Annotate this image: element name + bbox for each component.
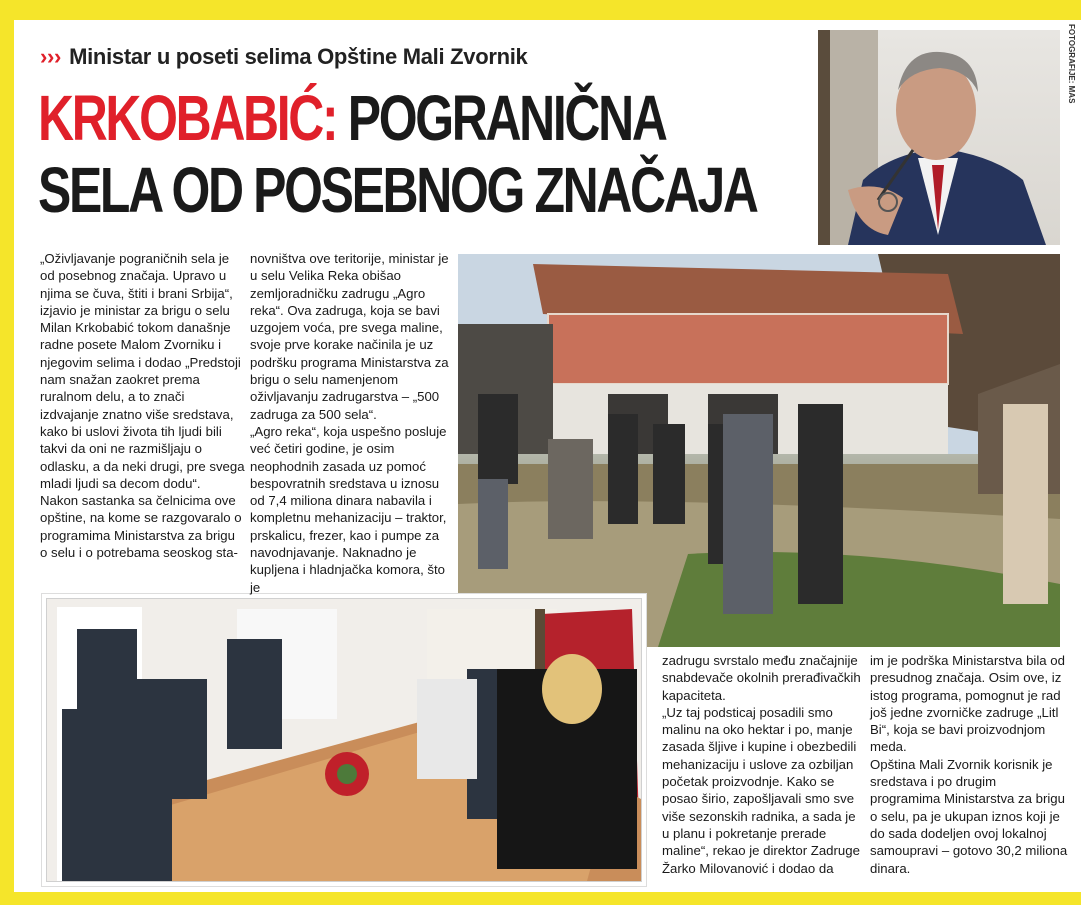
paragraph: im je podrška Ministarstva bila od presudnog značaja. Osim ove, iz istog programa, pomognut je rad još jedne zvorničke zadruge „Litl Bi“, koja se bavi proizvodnjom meda.: [870, 653, 1065, 755]
portrait-illustration: [818, 30, 1060, 245]
farm-visit-photo: [458, 254, 1060, 647]
headline-word: POGRANIČNA: [347, 82, 666, 154]
farm-illustration: [458, 254, 1060, 647]
headline-name: KRKOBABIĆ:: [38, 82, 337, 154]
paragraph: Opština Mali Zvornik korisnik je sredstava i po drugim programima Ministarstva za brigu o selu, pa je ukupan iznos koji je do sada dodeljen ovoj lokalnoj samoupravi – gotovo 30,2 miliona dinara.: [870, 756, 1068, 876]
paragraph: „Agro reka“, koja uspešno posluje već četiri godine, je osim neophodnih zasada uz pomoć bespovratnih sredstava u iznosu od 7,4 miliona dinara nabavila i kompletnu mehanizaciju – traktor, prskalicu, frezer, kao i pumpe za navodnjavanje. Naknadno je kupljena i hladnjačka komora, što je: [250, 423, 447, 595]
photo-credit: FOTOGRAFIJE: MAS: [1067, 24, 1076, 104]
meeting-illustration: [47, 599, 641, 881]
headline-line-2: SELA OD POSEBNOG ZNAČAJA: [38, 154, 757, 226]
kicker-text: Ministar u poseti selima Opštine Mali Zvornik: [69, 44, 528, 69]
left-yellow-stripe: [0, 0, 14, 905]
bottom-yellow-stripe: [0, 892, 1081, 905]
paragraph: „Oživljavanje pograničnih sela je od posebnog značaja. Upravo u njima se čuva, štiti i brani Srbija“, izjavio je ministar za brigu o selu Milan Krkobabić tokom današnje radne posete Malom Zvorniku i njegovim selima i dodao „Predstoji nam snažan zaokret prema ruralnom delu, a to znači izdvajanje znatno više sredstava, kako bi uslovi života tih ljudi bili takvi da oni ne razmišljaju o odlasku, a da neki drugi, pre svega mladi ljudi sa decom dodu“.: [40, 251, 245, 491]
paragraph: novništva ove teritorije, ministar je u selu Velika Reka obišao zemljoradničku zadrugu „Agro reka“. Ova zadruga, koja se bavi uzgojem voća, pre svega maline, svoje prve korake načinila je uz podršku programa Ministarstva za brigu o selu namenjenom oživljavanju zadrugarstva – „500 zadruga za 500 sela“.: [250, 251, 449, 422]
paragraph: zadrugu svrstalo među značajnije snabdevače okolnih prerađivačkih kapaciteta.: [662, 653, 861, 703]
kicker: [40, 44, 527, 70]
article-column-4: [870, 652, 1070, 877]
meeting-photo: [46, 598, 642, 882]
article-column-1: [40, 250, 245, 561]
article-column-2: [250, 250, 455, 596]
headline-line-1: [38, 82, 666, 154]
minister-portrait-photo: [818, 30, 1060, 245]
headline: [38, 82, 757, 226]
paragraph: „Uz taj podsticaj posadili smo malinu na oko hektar i po, manje zasada šljive i kupine i obezbedili mehanizaciju i uslove za ozbiljan početak proizvodnje. Kako se posao širio, zapošljavali smo sve više sezonskih radnika, a sada je u planu i pokretanje prerade maline“, rekao je direktor Zadruge Žarko Milovanović i dodao da: [662, 704, 860, 876]
article-column-3: [662, 652, 862, 877]
top-yellow-stripe: [0, 0, 1081, 20]
paragraph: Nakon sastanka sa čelnicima ove opštine, na kome se razgovaralo o programima Ministarstva za brigu o selu i o potrebama seoskog sta-: [40, 493, 242, 561]
kicker-arrows: ›››: [40, 44, 62, 69]
